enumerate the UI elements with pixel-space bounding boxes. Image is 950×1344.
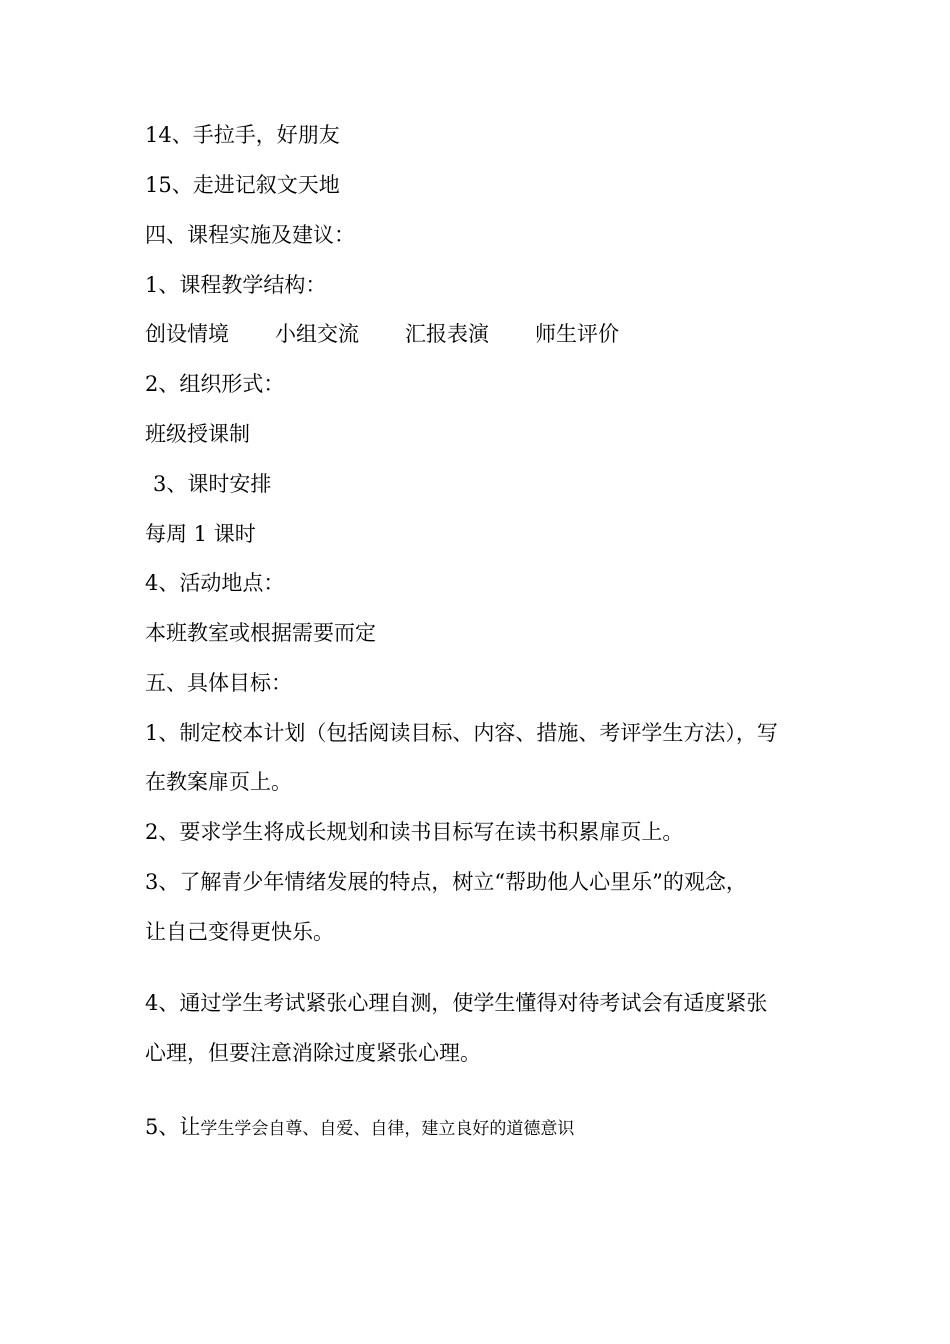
structure-step-1: 创设情境 [145, 322, 229, 346]
structure-step-3: 汇报表演 [405, 322, 489, 346]
list-item-15: 15、走进记叙文天地 [145, 173, 340, 197]
structure-steps [145, 320, 619, 348]
location-value: 本班教室或根据需要而定 [145, 621, 376, 645]
form-value: 班级授课制 [145, 422, 250, 446]
goal-5-lead: 5、让 [145, 1115, 201, 1139]
sub-heading-structure: 1、课程教学结构： [145, 273, 327, 297]
goal-4-line-1: 4、通过学生考试紧张心理自测，使学生懂得对待考试会有适度紧张 [145, 991, 768, 1015]
goal-1-line-2: 在教案扉页上。 [145, 770, 292, 794]
goal-4-line-2: 心理，但要注意消除过度紧张心理。 [145, 1041, 481, 1065]
sub-heading-location: 4、活动地点： [145, 571, 285, 595]
schedule-value: 每周 1 课时 [145, 522, 256, 546]
sub-heading-form: 2、组织形式： [145, 372, 285, 396]
structure-step-2: 小组交流 [275, 322, 359, 346]
goal-2: 2、要求学生将成长规划和读书目标写在读书积累扉页上。 [145, 820, 684, 844]
goal-1-line-1: 1、制定校本计划（包括阅读目标、内容、措施、考评学生方法），写 [145, 721, 778, 745]
goal-5 [145, 1113, 574, 1143]
list-item-14: 14、手拉手，好朋友 [145, 123, 340, 147]
goal-5-text: 学生学会自尊、自爱、自律，建立良好的道德意识 [200, 1119, 575, 1139]
section-heading-5: 五、具体目标： [145, 671, 292, 695]
sub-heading-schedule: 3、课时安排 [153, 472, 272, 496]
section-heading-4: 四、课程实施及建议： [145, 223, 355, 247]
goal-3-line-1: 3、了解青少年情绪发展的特点，树立“帮助他人心里乐”的观念， [145, 870, 747, 894]
structure-step-4: 师生评价 [535, 322, 619, 346]
goal-3-line-2: 让自己变得更快乐。 [145, 920, 334, 944]
